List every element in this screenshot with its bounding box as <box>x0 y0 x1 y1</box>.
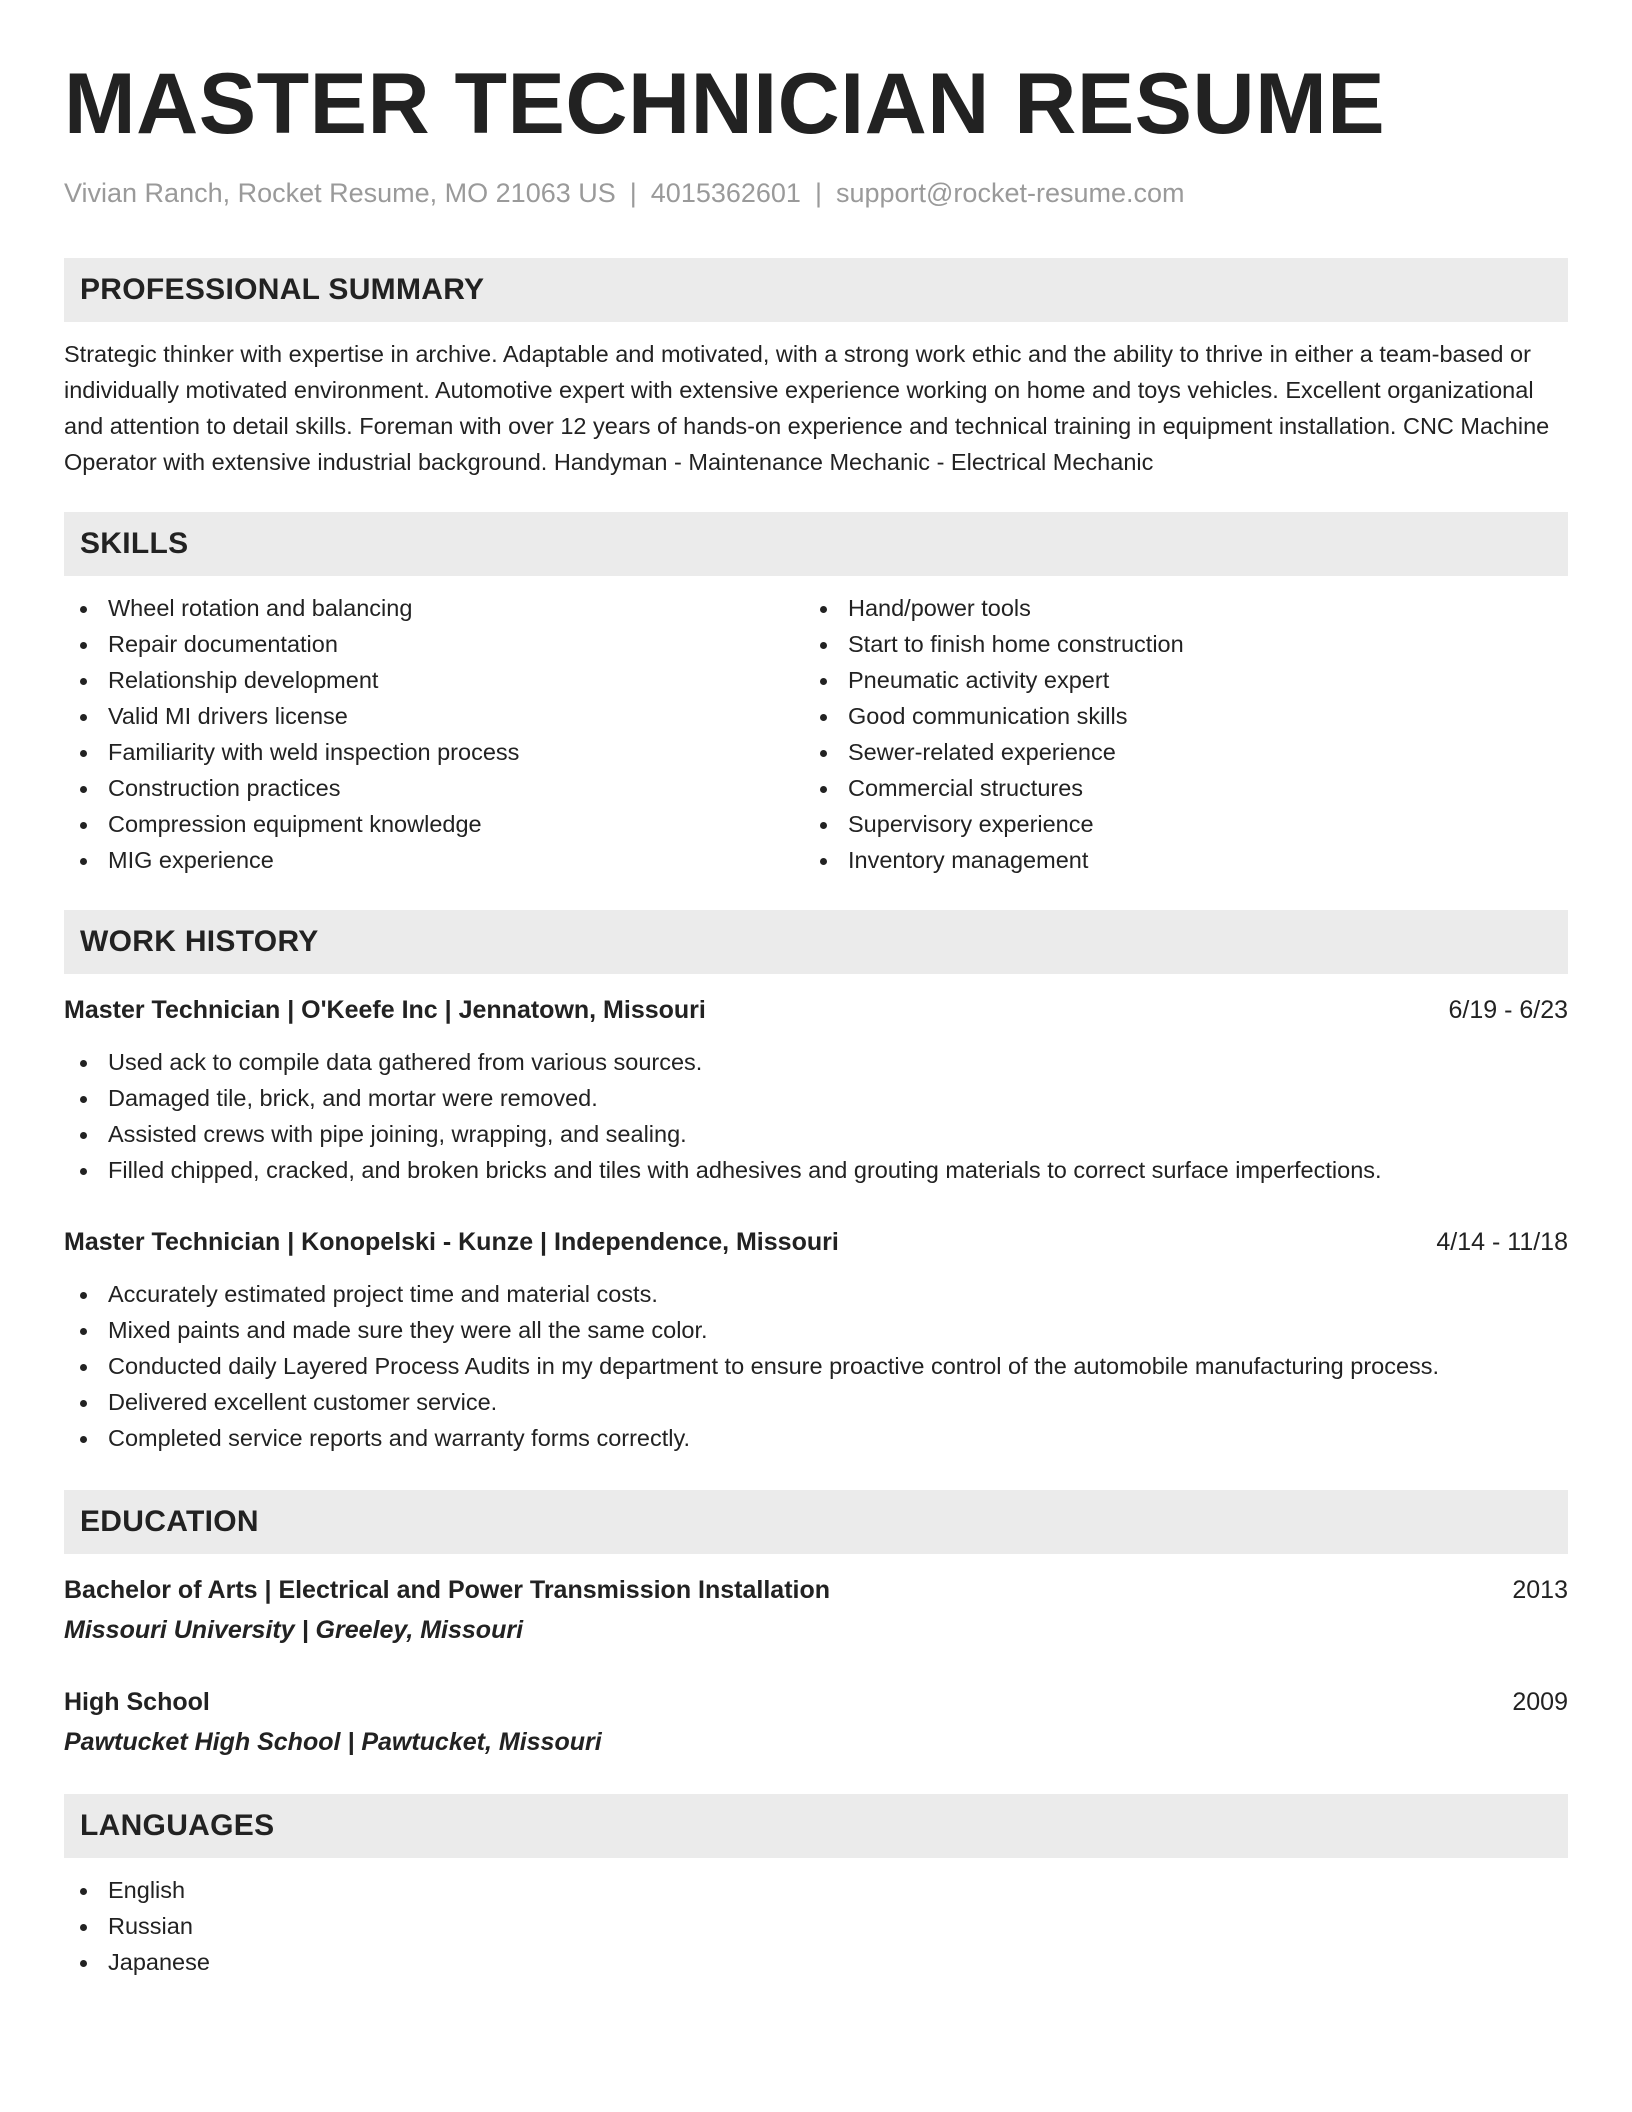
work-history-heading: WORK HISTORY <box>64 910 1568 974</box>
job-dates: 4/14 - 11/18 <box>1436 1228 1568 1256</box>
skill-item: Wheel rotation and balancing <box>64 590 804 626</box>
job-bullet: Used ack to compile data gathered from various sources. <box>64 1044 1568 1080</box>
job-bullet: Assisted crews with pipe joining, wrapping, and sealing. <box>64 1116 1568 1152</box>
education-year: 2009 <box>1512 1688 1568 1716</box>
job-header <box>64 992 1568 1028</box>
education-school: Pawtucket High School | Pawtucket, Missouri <box>64 1728 602 1756</box>
skills-list-right <box>804 590 1544 878</box>
skill-item: Pneumatic activity expert <box>804 662 1544 698</box>
skill-item: Relationship development <box>64 662 804 698</box>
skill-item: Repair documentation <box>64 626 804 662</box>
language-item: English <box>64 1872 1568 1908</box>
education-header <box>64 1684 1568 1720</box>
contact-address: Vivian Ranch, Rocket Resume, MO 21063 US <box>64 178 616 208</box>
education-degree: High School <box>64 1688 210 1716</box>
skills-heading: SKILLS <box>64 512 1568 576</box>
job-bullet: Conducted daily Layered Process Audits in my department to ensure proactive control of the automobile manufacturing process. <box>64 1348 1568 1384</box>
skill-item: Construction practices <box>64 770 804 806</box>
contact-phone: 4015362601 <box>650 178 801 208</box>
education-degree: Bachelor of Arts | Electrical and Power Transmission Installation <box>64 1576 831 1604</box>
skill-item: Valid MI drivers license <box>64 698 804 734</box>
language-item: Russian <box>64 1908 1568 1944</box>
languages-heading: LANGUAGES <box>64 1794 1568 1858</box>
skill-item: MIG experience <box>64 842 804 878</box>
job-dates: 6/19 - 6/23 <box>1448 996 1568 1024</box>
job-bullets <box>64 1276 1568 1456</box>
job-header <box>64 1224 1568 1260</box>
job-title: Master Technician | O'Keefe Inc | Jennatown, Missouri <box>64 996 706 1024</box>
skills-list-left <box>64 590 804 878</box>
skill-item: Sewer-related experience <box>804 734 1544 770</box>
contact-separator: | <box>814 178 822 208</box>
job-bullets <box>64 1044 1568 1188</box>
skill-item: Familiarity with weld inspection process <box>64 734 804 770</box>
contact-line <box>64 176 1568 210</box>
contact-separator: | <box>629 178 637 208</box>
skill-item: Hand/power tools <box>804 590 1544 626</box>
summary-text: Strategic thinker with expertise in archive. Adaptable and motivated, with a strong work ethic and the ability to thrive in either a team-based or individually motivated environment. Automotive expert with extensive experience working on home and toys vehicles. Excellent organizational and attention to detail skills. Foreman with over 12 years of hands-on experience and technical training in equipment installation. CNC Machine Operator with extensive industrial background. Handyman - Maintenance Mechanic - Electrical Mechanic <box>64 341 1550 475</box>
skill-item: Supervisory experience <box>804 806 1544 842</box>
education-entry <box>64 1684 1568 1760</box>
languages-list <box>64 1872 1568 1980</box>
skill-item: Commercial structures <box>804 770 1544 806</box>
job-bullet: Accurately estimated project time and material costs. <box>64 1276 1568 1312</box>
job-bullet: Filled chipped, cracked, and broken bricks and tiles with adhesives and grouting materials to correct surface imperfections. <box>64 1152 1568 1188</box>
skills-grid <box>64 590 1568 878</box>
job-title: Master Technician | Konopelski - Kunze | Independence, Missouri <box>64 1228 839 1256</box>
skill-item: Compression equipment knowledge <box>64 806 804 842</box>
job-entry <box>64 1224 1568 1456</box>
skill-item: Start to finish home construction <box>804 626 1544 662</box>
education-heading: EDUCATION <box>64 1490 1568 1554</box>
job-bullet: Damaged tile, brick, and mortar were removed. <box>64 1080 1568 1116</box>
job-bullet: Delivered excellent customer service. <box>64 1384 1568 1420</box>
education-entry <box>64 1572 1568 1648</box>
job-entry <box>64 992 1568 1188</box>
skill-item: Inventory management <box>804 842 1544 878</box>
education-header <box>64 1572 1568 1608</box>
education-school: Missouri University | Greeley, Missouri <box>64 1616 524 1644</box>
language-item: Japanese <box>64 1944 1568 1980</box>
skill-item: Good communication skills <box>804 698 1544 734</box>
summary-heading: PROFESSIONAL SUMMARY <box>64 258 1568 322</box>
resume-title: MASTER TECHNICIAN RESUME <box>64 56 1386 152</box>
education-year: 2013 <box>1512 1576 1568 1604</box>
job-bullet: Completed service reports and warranty forms correctly. <box>64 1420 1568 1456</box>
contact-email[interactable]: support@rocket-resume.com <box>835 178 1185 208</box>
job-bullet: Mixed paints and made sure they were all the same color. <box>64 1312 1568 1348</box>
